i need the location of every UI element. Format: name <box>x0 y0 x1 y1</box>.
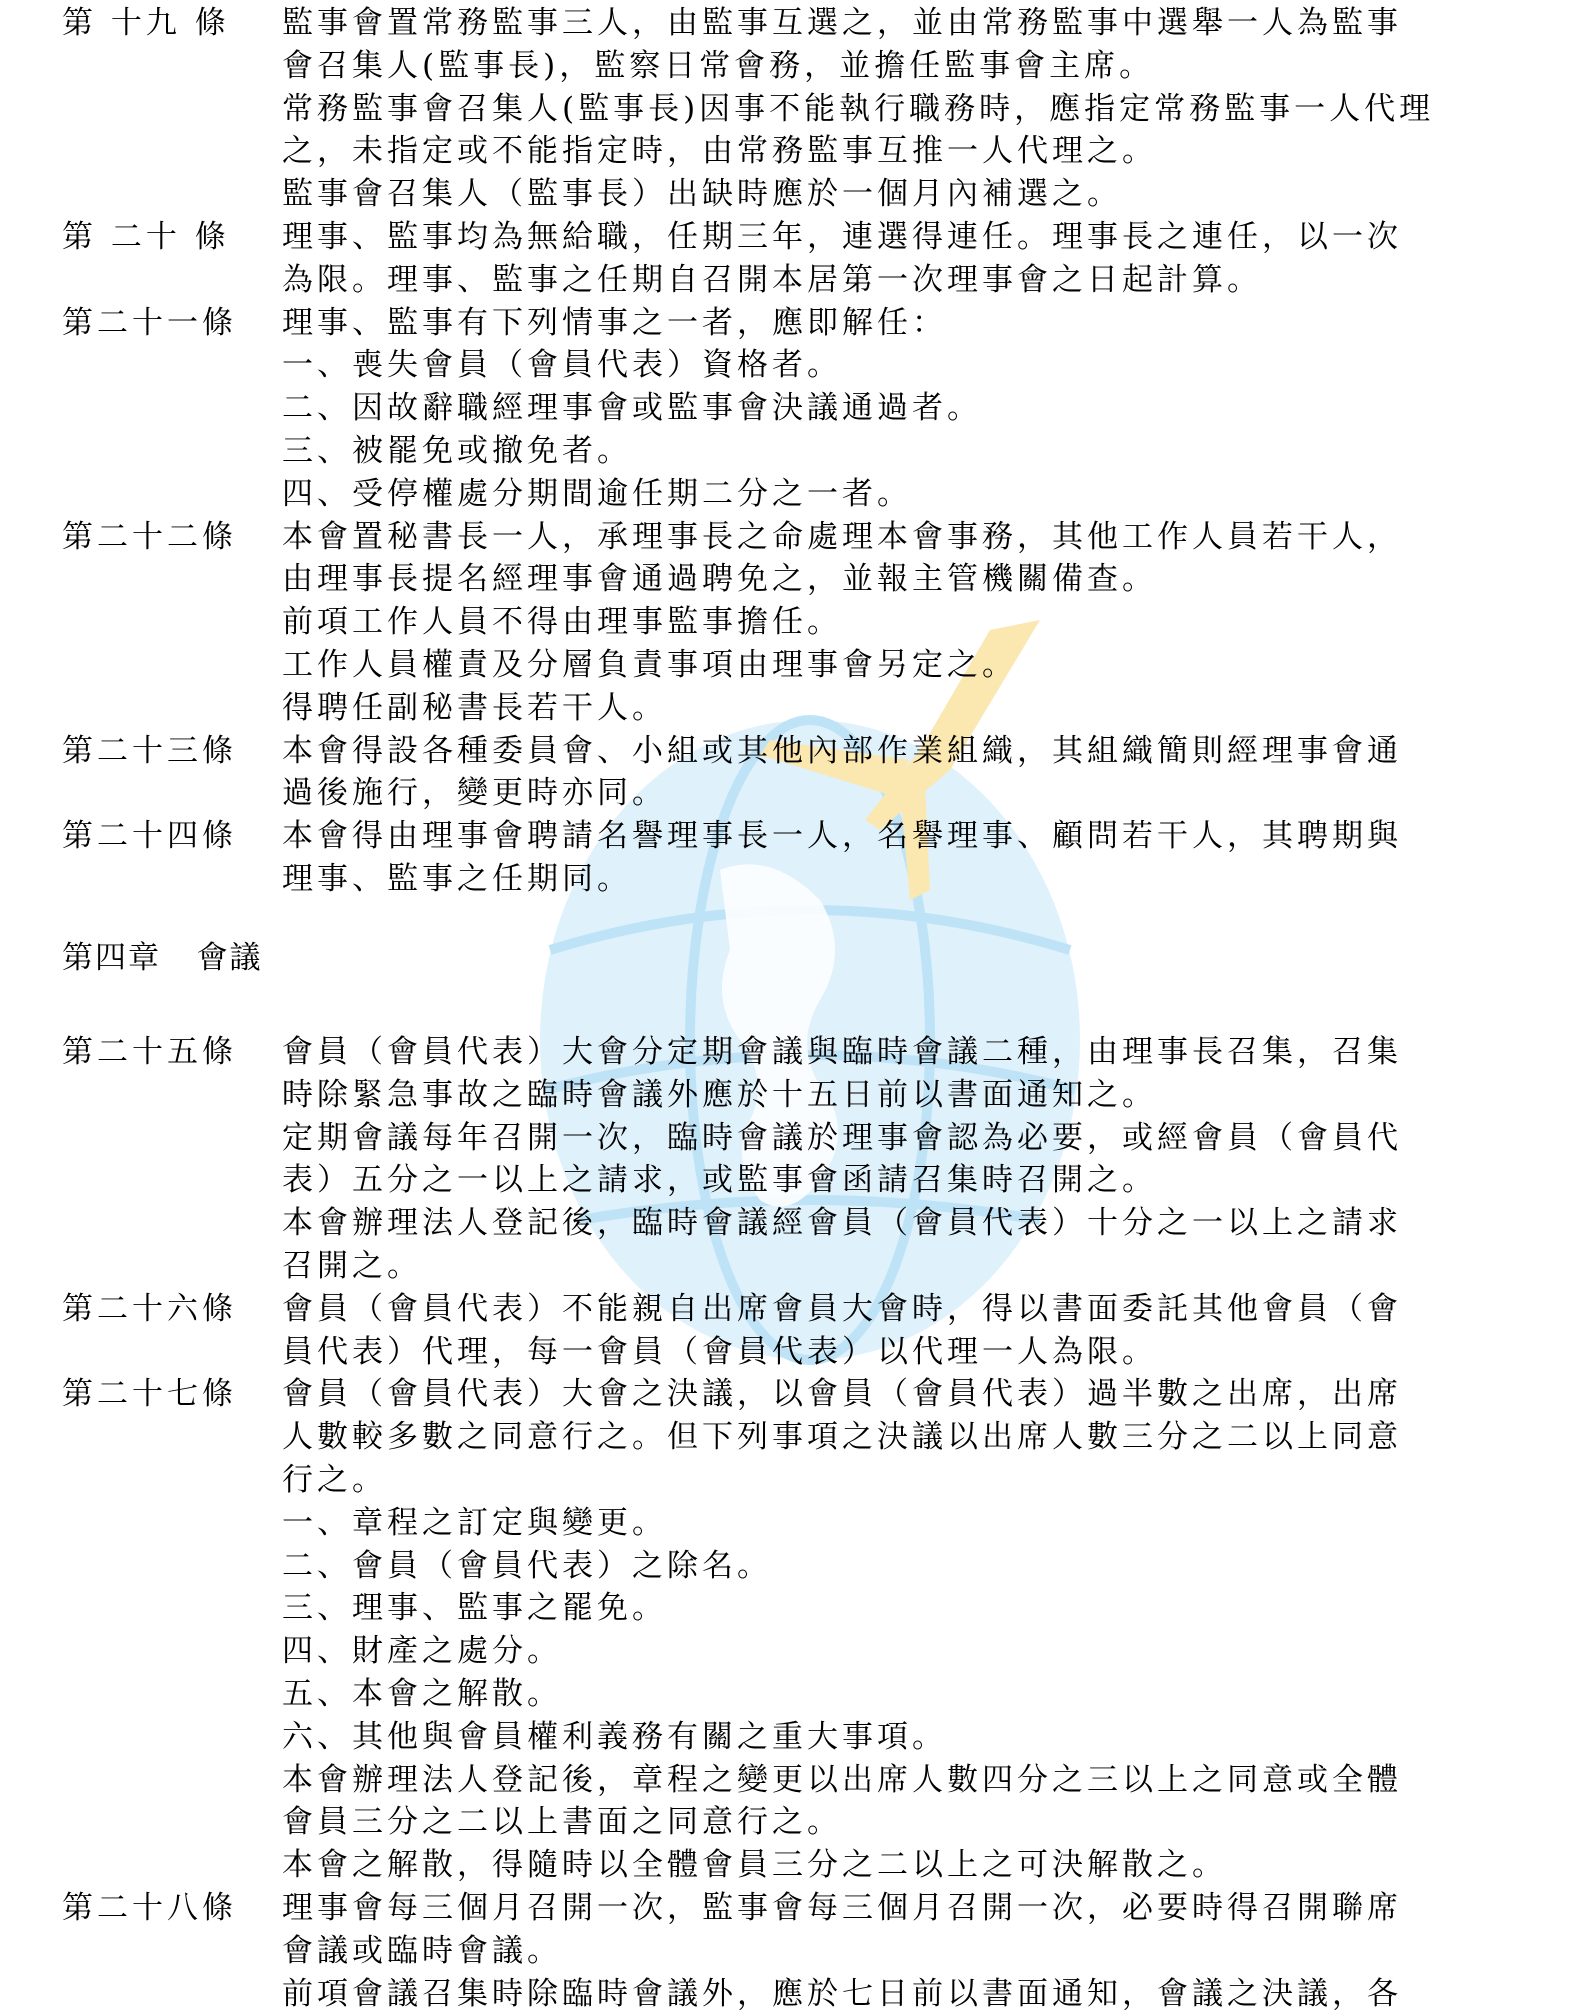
article-line: 本會置秘書長一人，承理事長之命處理本會事務，其他工作人員若干人， <box>282 518 1402 555</box>
article <box>62 516 1532 730</box>
article-line: 由理事長提名經理事會通過聘免之，並報主管機關備查。 <box>282 561 1157 598</box>
article-line: 為限。理事、監事之任期自召開本居第一次理事會之日起計算。 <box>282 261 1262 298</box>
article-line: 理事、監事有下列情事之一者，應即解任： <box>282 304 947 341</box>
article-line: 前項會議召集時除臨時會議外，應於七日前以書面通知，會議之決議，各 <box>282 1975 1402 2012</box>
article-number: 第 十九 條 <box>62 5 230 41</box>
article-line: 表）五分之一以上之請求，或監事會函請召集時召開之。 <box>282 1162 1157 1199</box>
article-line: 常務監事會召集人(監事長)因事不能執行職務時，應指定常務監事一人代理 <box>282 90 1435 127</box>
article-line: 之，未指定或不能指定時，由常務監事互推一人代理之。 <box>282 133 1157 170</box>
article-line: 本會辦理法人登記後，臨時會議經會員（會員代表）十分之一以上之請求 <box>282 1205 1402 1242</box>
article-line: 本會之解散，得隨時以全體會員三分之二以上之可決解散之。 <box>282 1847 1227 1884</box>
article-line: 工作人員權責及分層負責事項由理事會另定之。 <box>282 646 1017 683</box>
article-body <box>282 1031 1532 1288</box>
article-body <box>282 216 1532 302</box>
chapter-number: 第四章 <box>62 940 161 976</box>
article-number: 第二十四條 <box>62 818 237 855</box>
article-line: 員代表）代理，每一會員（會員代表）以代理一人為限。 <box>282 1333 1157 1370</box>
article-line: 會員（會員代表）不能親自出席會員大會時，得以書面委託其他會員（會 <box>282 1290 1402 1327</box>
article-line: 時除緊急事故之臨時會議外應於十五日前以書面通知之。 <box>282 1076 1157 1113</box>
article-line: 三、被罷免或撤免者。 <box>282 432 632 469</box>
article-number: 第二十六條 <box>62 1290 237 1327</box>
article-line: 五、本會之解散。 <box>282 1675 562 1712</box>
article-number: 第二十八條 <box>62 1890 237 1926</box>
article-line: 本會辦理法人登記後，章程之變更以出席人數四分之三以上之同意或全體 <box>282 1761 1402 1798</box>
article <box>62 302 1532 516</box>
article-line: 過後施行，變更時亦同。 <box>282 775 667 812</box>
article <box>62 216 1532 302</box>
article-line: 二、因故辭職經理事會或監事會決議通過者。 <box>282 390 982 427</box>
article-body <box>282 2 1532 216</box>
article-line: 會員（會員代表）大會分定期會議與臨時會議二種，由理事長召集，召集 <box>282 1034 1402 1070</box>
article-number: 第二十二條 <box>62 518 237 555</box>
article-line: 一、章程之訂定與變更。 <box>282 1504 667 1541</box>
article-line: 理事會每三個月召開一次，監事會每三個月召開一次，必要時得召開聯席 <box>282 1890 1402 1926</box>
article <box>62 1288 1532 1374</box>
article-body <box>282 302 1532 516</box>
article-line: 四、財產之處分。 <box>282 1633 562 1670</box>
article <box>62 815 1532 901</box>
article-line: 定期會議每年召開一次，臨時會議於理事會認為必要，或經會員（會員代 <box>282 1119 1402 1156</box>
article-line: 召開之。 <box>282 1247 422 1284</box>
article-line: 行之。 <box>282 1461 387 1498</box>
article-line: 會員（會員代表）大會之決議，以會員（會員代表）過半數之出席，出席 <box>282 1376 1402 1413</box>
article-line: 理事、監事均為無給職，任期三年，連選得連任。理事長之連任，以一次 <box>282 219 1402 255</box>
article-number: 第二十五條 <box>62 1034 237 1070</box>
article-number: 第二十一條 <box>62 304 237 341</box>
article-line: 會員三分之二以上書面之同意行之。 <box>282 1804 842 1841</box>
article <box>62 1031 1532 1288</box>
article-body <box>282 1887 1532 2015</box>
article-line: 前項工作人員不得由理事監事擔任。 <box>282 604 842 641</box>
article <box>62 1887 1532 2015</box>
article-number: 第二十三條 <box>62 732 237 769</box>
article-line: 二、會員（會員代表）之除名。 <box>282 1547 772 1584</box>
article-line: 本會得設各種委員會、小組或其他內部作業組織，其組織簡則經理事會通 <box>282 732 1402 769</box>
article-line: 監事會召集人（監事長）出缺時應於一個月內補選之。 <box>282 176 1122 213</box>
article-line: 四、受停權處分期間逾任期二分之一者。 <box>282 475 912 512</box>
article-body <box>282 730 1532 816</box>
article-number: 第 二十 條 <box>62 219 230 255</box>
article <box>62 730 1532 816</box>
article-line: 監事會置常務監事三人，由監事互選之，並由常務監事中選舉一人為監事 <box>282 5 1402 41</box>
article-line: 一、喪失會員（會員代表）資格者。 <box>282 347 842 384</box>
article <box>62 1373 1532 1887</box>
chapter-heading <box>62 937 263 980</box>
article-body <box>282 1373 1532 1887</box>
article-line: 人數較多數之同意行之。但下列事項之決議以出席人數三分之二以上同意 <box>282 1419 1402 1456</box>
article-line: 會召集人(監事長)，監察日常會務，並擔任監事會主席。 <box>282 47 1155 84</box>
article-line: 六、其他與會員權利義務有關之重大事項。 <box>282 1718 947 1755</box>
article-line: 本會得由理事會聘請名譽理事長一人，名譽理事、顧問若干人，其聘期與 <box>282 818 1402 855</box>
chapter-title: 會議 <box>196 940 263 976</box>
article-body <box>282 815 1532 901</box>
article-line: 會議或臨時會議。 <box>282 1932 562 1969</box>
article-line: 得聘任副秘書長若干人。 <box>282 689 667 726</box>
article-number: 第二十七條 <box>62 1376 237 1413</box>
article-line: 三、理事、監事之罷免。 <box>282 1590 667 1627</box>
article-body <box>282 1288 1532 1374</box>
article-line: 理事、監事之任期同。 <box>282 860 632 897</box>
article-body <box>282 516 1532 730</box>
article <box>62 2 1532 216</box>
